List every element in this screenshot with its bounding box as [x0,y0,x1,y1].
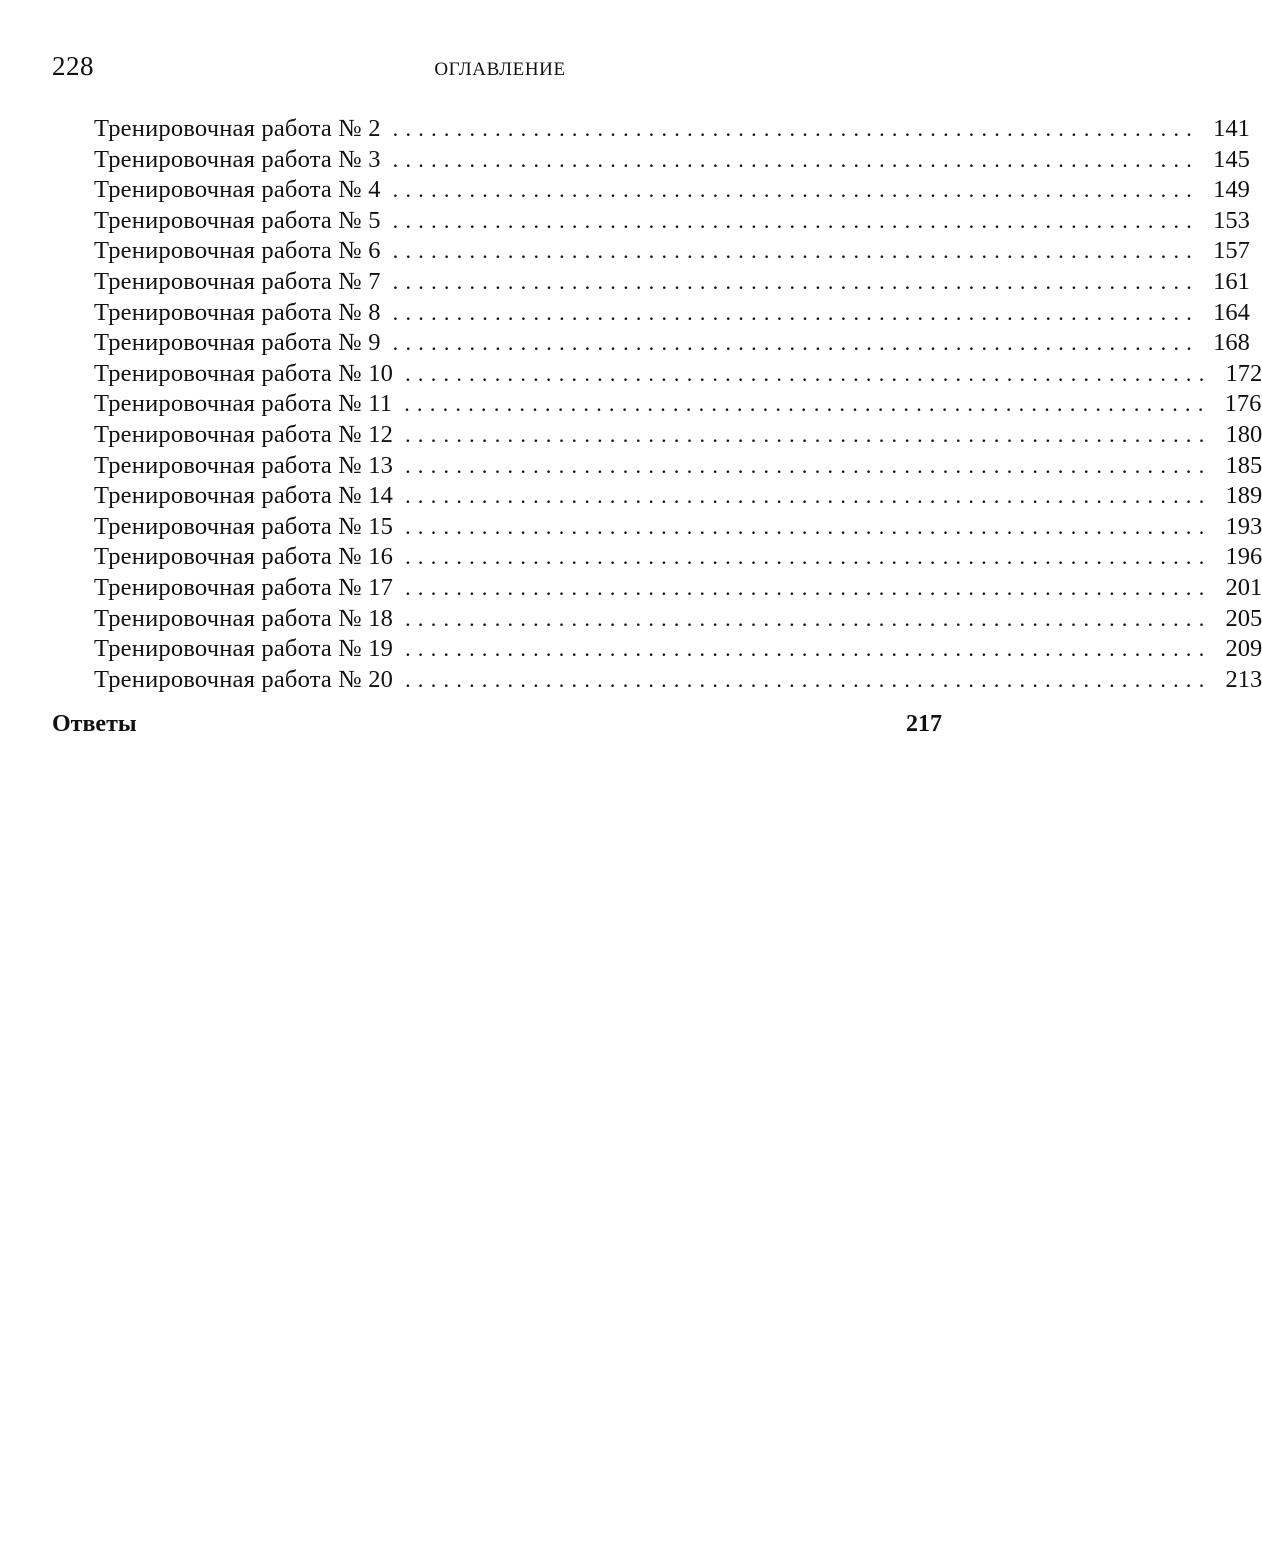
toc-answers-entry [52,708,942,740]
dot-leader: ............................................................... [405,513,1212,539]
page-number: 228 [52,51,94,81]
running-title: ОГЛАВЛЕНИЕ [434,59,566,80]
dot-leader: ............................................................... [405,421,1212,447]
toc-entry-page: 205 [1225,604,1262,632]
toc-entry-title: Тренировочная работа № 17 [94,573,394,601]
toc-entry-title: Тренировочная работа № 14 [94,482,394,510]
toc-entry-title: Тренировочная работа № 18 [94,604,394,632]
toc-entry-page: 213 [1225,665,1262,693]
dot-leader: ............................................................... [404,391,1211,417]
toc-entry-title: Тренировочная работа № 20 [94,665,394,693]
toc-entry-page: 209 [1225,635,1262,663]
toc-entry-title: Тренировочная работа № 16 [94,543,394,571]
dot-leader: ............................................................... [405,544,1212,570]
toc-entry [94,359,1262,390]
toc-entry-title: Тренировочная работа № 9 [94,329,381,357]
toc-entry-page: 141 [1213,115,1250,142]
toc-entry-title: Тренировочная работа № 10 [94,359,394,387]
dot-leader: ............................................................... [392,207,1200,233]
dot-leader: ............................................................... [392,299,1200,325]
toc-entry-page: 161 [1213,267,1250,295]
dot-leader: ............................................................... [405,636,1212,662]
toc-entry [94,665,1262,696]
dot-leader: ............................................................... [392,238,1200,264]
toc-entry-page: 189 [1225,482,1262,510]
toc-entry-page: 157 [1213,237,1250,265]
toc-entry-page: 176 [1224,390,1262,418]
toc-entry [94,236,1250,267]
toc-entry-title: Тренировочная работа № 8 [94,298,381,326]
dot-leader: ............................................................... [392,268,1200,294]
dot-leader: ............................................................... [405,605,1212,631]
toc-entry [94,634,1262,665]
toc-entry [94,114,1250,145]
toc-entry-page: 201 [1225,573,1262,601]
toc-entry-title: Тренировочная работа № 4 [94,176,381,204]
dot-leader: ............................................................... [405,483,1212,509]
toc-entry [94,145,1250,176]
toc-entry [94,451,1262,482]
toc-entry-title: Тренировочная работа № 11 [94,390,393,418]
dot-leader: ............................................................... [405,360,1212,386]
toc-entry-page: 196 [1225,543,1262,571]
toc-entry-title: Тренировочная работа № 15 [94,512,394,540]
toc-entry-page: 180 [1225,420,1262,448]
toc-entry [94,389,1262,420]
dot-leader: ............................................................... [392,146,1200,172]
dot-leader: ............................................................... [392,330,1200,356]
toc-entry [94,206,1250,237]
toc-entry-title: Тренировочная работа № 19 [94,635,394,663]
toc-entry [94,175,1250,206]
toc-entry [94,328,1250,359]
toc-entry-title: Тренировочная работа № 2 [94,115,381,142]
toc-entry [94,604,1262,635]
answers-title: Ответы [52,711,137,737]
toc-entry-page: 168 [1213,329,1250,357]
dot-leader: ............................................................... [405,574,1212,600]
toc-entry-title: Тренировочная работа № 5 [94,206,381,234]
toc-entry-title: Тренировочная работа № 7 [94,267,381,295]
toc-entry [94,542,1262,573]
toc-entry-page: 185 [1225,451,1262,479]
toc-entry-page: 145 [1213,145,1250,173]
answers-page: 217 [906,711,942,737]
toc-entry [94,420,1262,451]
dot-leader: ............................................................... [392,177,1200,203]
toc-entry-title: Тренировочная работа № 12 [94,420,394,448]
dot-leader: ............................................................... [392,116,1200,141]
table-of-contents [94,114,1262,695]
toc-entry-page: 172 [1225,359,1262,387]
dot-leader: ............................................................... [405,666,1212,692]
toc-entry [94,481,1262,512]
toc-entry [94,573,1262,604]
toc-entry [94,512,1262,543]
dot-leader: ............................................................... [405,452,1212,478]
toc-entry-page: 164 [1213,298,1250,326]
toc-entry-page: 149 [1213,176,1250,204]
toc-entry [94,267,1250,298]
toc-entry [94,298,1250,329]
toc-entry-page: 153 [1213,206,1250,234]
toc-entry-title: Тренировочная работа № 13 [94,451,394,479]
toc-entry-title: Тренировочная работа № 3 [94,145,381,173]
toc-entry-page: 193 [1225,512,1262,540]
toc-entry-title: Тренировочная работа № 6 [94,237,381,265]
